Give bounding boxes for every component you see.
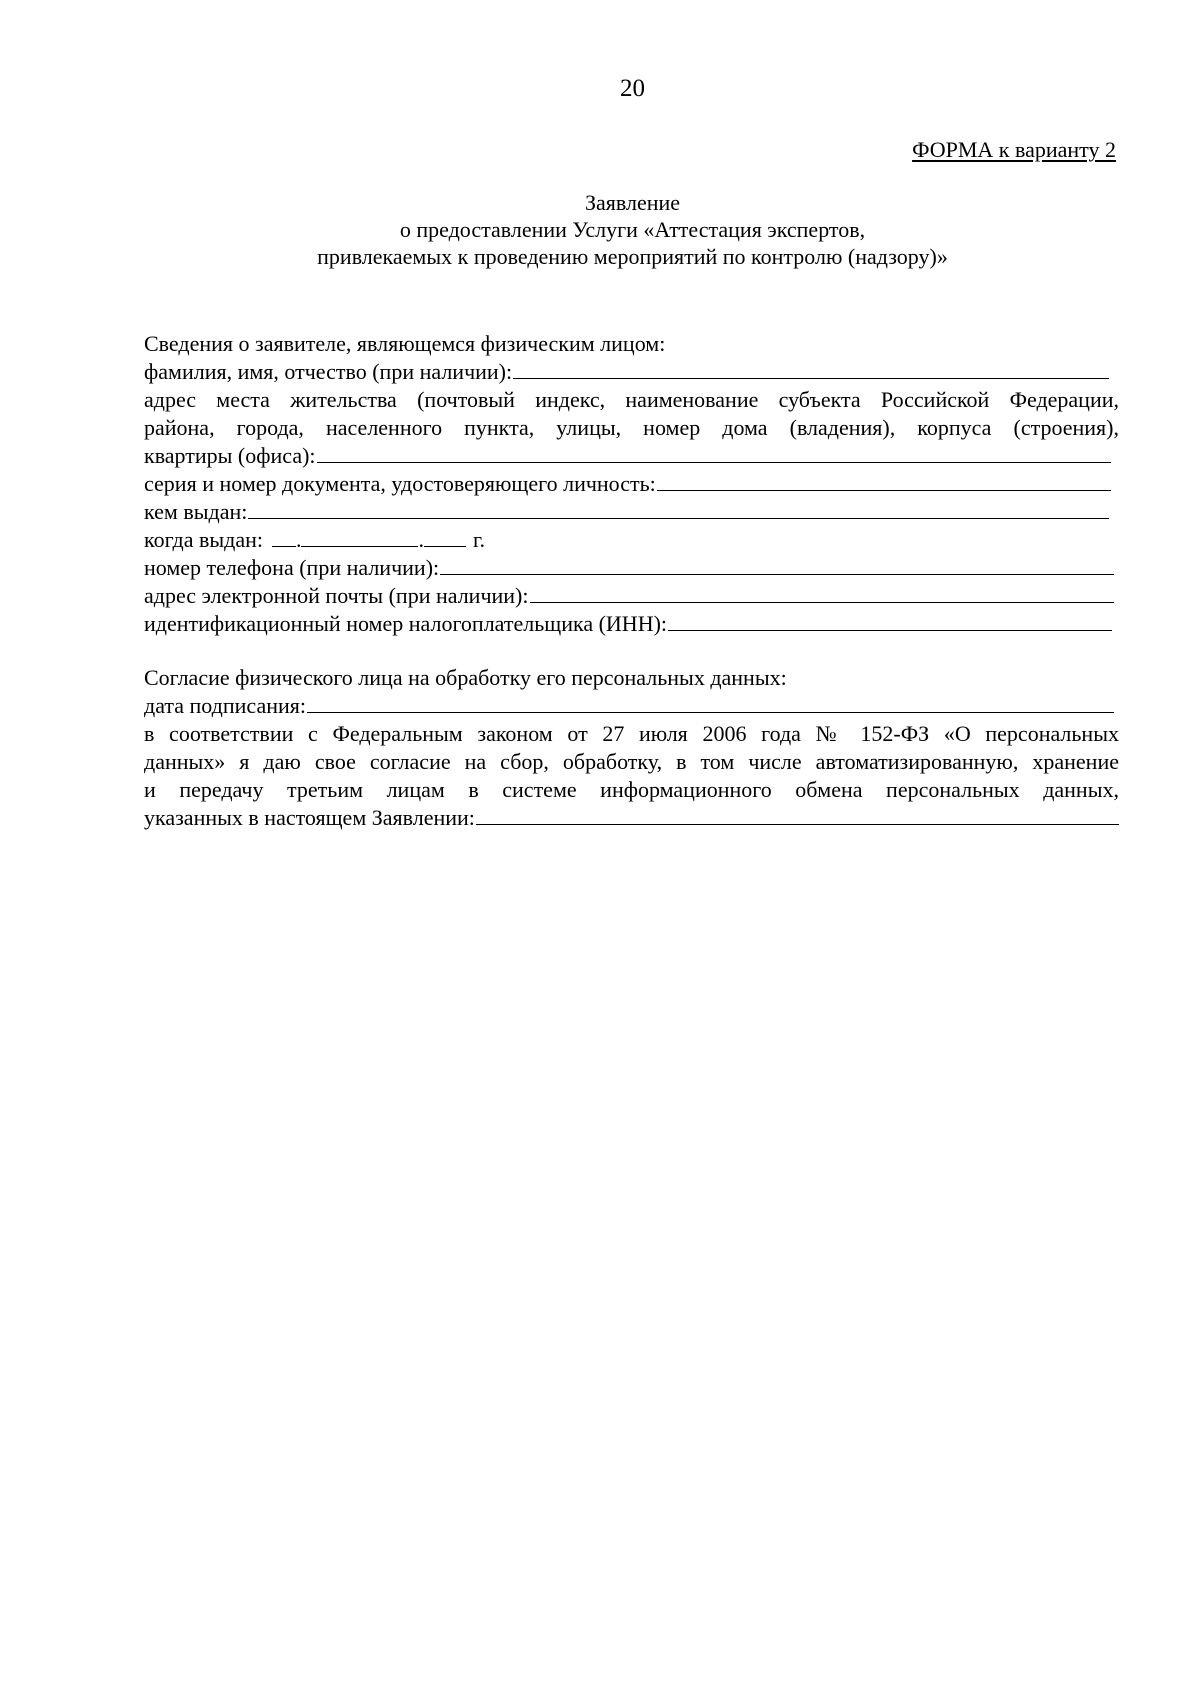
full-name-field[interactable] <box>513 358 1109 379</box>
phone-field[interactable] <box>440 554 1114 575</box>
applicant-heading-text: Сведения о заявителе, являющемся физическим лицом: <box>144 331 666 356</box>
issued-when-dot-1: . <box>295 527 302 552</box>
address-line-1: адрес места жительства (почтовый индекс, наименование субъекта Российской Федерации, <box>144 387 1119 412</box>
sign-date-field[interactable] <box>307 692 1114 713</box>
inn-field[interactable] <box>668 610 1112 631</box>
inn-label: идентификационный номер налогоплательщика (ИНН): <box>144 611 668 636</box>
consent-signature-field[interactable] <box>476 804 1119 825</box>
consent-text-line-4: указанных в настоящем Заявлении: <box>144 805 475 830</box>
title-line-3: привлекаемых к проведению мероприятий по контролю (надзору)» <box>317 244 948 269</box>
consent-signature-row <box>144 804 1119 832</box>
full-name-label: фамилия, имя, отчество (при наличии): <box>144 359 513 384</box>
email-label: адрес электронной почты (при наличии): <box>144 583 529 608</box>
issued-when-label: когда выдан: <box>144 527 263 552</box>
issued-by-row <box>144 498 1119 526</box>
issued-month-field[interactable] <box>301 526 418 547</box>
consent-text-line-3: и передачу третьим лицам в системе информационного обмена персональных данных, <box>144 777 1119 802</box>
full-name-row <box>144 358 1119 386</box>
applicant-heading <box>144 330 1119 358</box>
issued-by-field[interactable] <box>248 498 1109 519</box>
inn-row <box>144 610 1119 638</box>
consent-text-line-1: в соответствии с Федеральным законом от 27 июля 2006 года № 152-ФЗ «О персональных <box>144 721 1119 746</box>
id-document-row <box>144 470 1119 498</box>
id-document-field[interactable] <box>657 470 1111 491</box>
title-line-2: о предоставлении Услуги «Аттестация экспертов, <box>399 217 866 242</box>
consent-heading-text: Согласие физического лица на обработку его персональных данных: <box>144 665 787 690</box>
applicant-section <box>144 330 1119 638</box>
title-line-1: Заявление <box>584 190 681 215</box>
sign-date-row <box>144 692 1119 720</box>
consent-section <box>144 664 1119 832</box>
issued-year-field[interactable] <box>424 526 466 547</box>
email-row <box>144 582 1119 610</box>
address-row <box>144 442 1119 470</box>
issued-day-field[interactable] <box>272 526 296 547</box>
issued-when-dot-2: . <box>418 527 424 552</box>
address-line-2: района, города, населенного пункта, улицы, номер дома (владения), корпуса (строения), <box>144 415 1119 440</box>
issued-by-label: кем выдан: <box>144 499 248 524</box>
sign-date-label: дата подписания: <box>144 693 306 718</box>
address-label: квартиры (офиса): <box>144 443 316 468</box>
issued-when-suffix: г. <box>472 527 486 552</box>
form-label: ФОРМА к варианту 2 <box>912 137 1116 162</box>
consent-heading <box>144 664 1119 692</box>
address-field[interactable] <box>317 442 1111 463</box>
phone-row <box>144 554 1119 582</box>
consent-text-line-2: данных» я даю свое согласие на сбор, обработку, в том числе автоматизированную, хранение <box>144 749 1119 774</box>
email-field[interactable] <box>530 582 1115 603</box>
phone-label: номер телефона (при наличии): <box>144 555 440 580</box>
issued-when-row <box>144 526 1119 554</box>
id-document-label: серия и номер документа, удостоверяющего личность: <box>144 471 656 496</box>
document-title <box>0 189 1200 270</box>
page-number: 20 <box>620 75 645 102</box>
